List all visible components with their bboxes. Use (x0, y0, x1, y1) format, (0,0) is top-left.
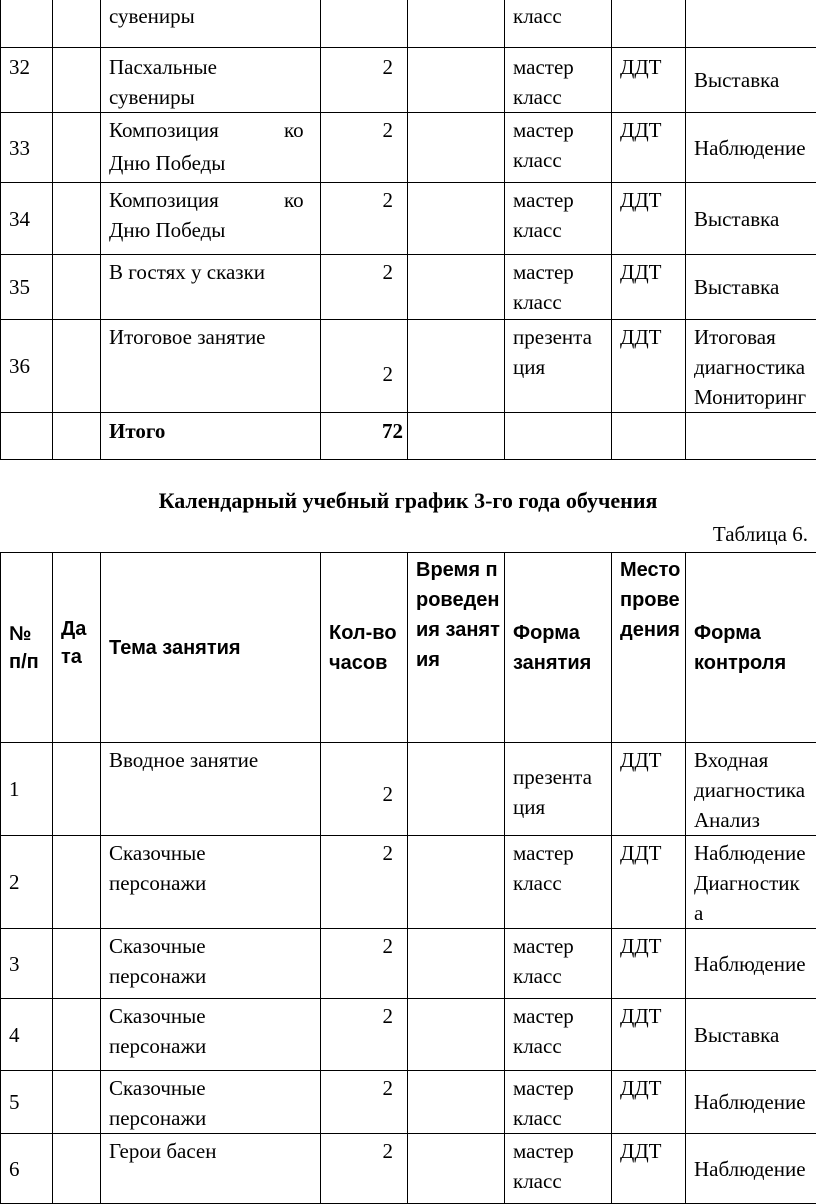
row-control: Наблюдение Диагностик а (686, 836, 816, 929)
row-place: ДДТ (612, 999, 686, 1071)
row-place: ДДТ (612, 1134, 686, 1204)
row-control: Наблюдение (686, 1071, 816, 1134)
row-form: мастер класс (505, 255, 612, 320)
row-hours: 2 (321, 255, 408, 320)
table-row (1, 999, 816, 1071)
table-row (1, 929, 816, 999)
lesson-table-continued (0, 0, 816, 460)
row-date (53, 999, 101, 1071)
row-theme: В гостях у сказки (101, 255, 321, 320)
section-title: Календарный учебный график 3-го года обучения (0, 488, 816, 514)
row-hours: 2 (321, 1071, 408, 1134)
row-time (408, 1134, 505, 1204)
row-time (408, 255, 505, 320)
row-place: ДДТ (612, 320, 686, 413)
row-time (408, 113, 505, 183)
row-theme: Сказочные персонажи (101, 929, 321, 999)
row-control: Выставка (686, 999, 816, 1071)
row-date (53, 836, 101, 929)
table-row (1, 48, 816, 113)
row-hours (321, 0, 408, 48)
header-time: Время проведения занятия (408, 553, 505, 743)
row-place: ДДТ (612, 255, 686, 320)
row-hours: 2 (321, 113, 408, 183)
row-hours: 2 (321, 929, 408, 999)
row-num: 4 (1, 999, 53, 1071)
row-theme: Итоговое занятие (101, 320, 321, 413)
table-row (1, 743, 816, 836)
row-theme: Герои басен (101, 1134, 321, 1204)
lesson-schedule-table (0, 552, 816, 1204)
header-control: Форма контроля (686, 553, 816, 743)
row-time (408, 929, 505, 999)
row-date (53, 255, 101, 320)
row-num (1, 0, 53, 48)
row-form: класс (505, 0, 612, 48)
row-num: 32 (1, 48, 53, 113)
row-theme: Сказочные персонажи (101, 836, 321, 929)
row-hours: 2 (321, 48, 408, 113)
table-row (1, 1071, 816, 1134)
header-hours: Кол-во часов (321, 553, 408, 743)
row-form: мастер класс (505, 836, 612, 929)
table-row (1, 836, 816, 929)
row-date (53, 743, 101, 836)
row-time (408, 183, 505, 255)
row-form: мастер класс (505, 1134, 612, 1204)
table-row (1, 255, 816, 320)
table-row (1, 1134, 816, 1204)
total-label: Итого (101, 413, 321, 460)
table-row (1, 183, 816, 255)
row-control: Выставка (686, 48, 816, 113)
row-place: ДДТ (612, 929, 686, 999)
row-date (53, 0, 101, 48)
row-control: Наблюдение (686, 929, 816, 999)
row-form: мастер класс (505, 183, 612, 255)
total-hours: 72 (321, 413, 408, 460)
table-header-row (1, 553, 816, 743)
row-place (612, 0, 686, 48)
row-hours: 2 (321, 183, 408, 255)
row-time (408, 320, 505, 413)
row-control: Входная диагностика Анализ (686, 743, 816, 836)
row-time (408, 836, 505, 929)
row-hours: 2 (321, 743, 408, 836)
row-time (408, 743, 505, 836)
row-theme: Композиция ко Дню Победы (101, 113, 321, 183)
header-num: № п/п (1, 553, 53, 743)
row-date (53, 183, 101, 255)
row-form: мастер класс (505, 1071, 612, 1134)
table-row (1, 0, 816, 48)
row-num: 1 (1, 743, 53, 836)
row-control: Наблюдение (686, 113, 816, 183)
row-date (53, 113, 101, 183)
header-theme: Тема занятия (101, 553, 321, 743)
row-date (53, 1071, 101, 1134)
total-row (1, 413, 816, 460)
row-form (505, 413, 612, 460)
row-time (408, 48, 505, 113)
row-form: мастер класс (505, 929, 612, 999)
row-place: ДДТ (612, 743, 686, 836)
row-date (53, 320, 101, 413)
row-date (53, 413, 101, 460)
row-theme: Вводное занятие (101, 743, 321, 836)
row-theme: Сказочные персонажи (101, 999, 321, 1071)
row-date (53, 1134, 101, 1204)
row-time (408, 413, 505, 460)
table-label: Таблица 6. (713, 522, 808, 547)
row-place: ДДТ (612, 113, 686, 183)
row-control: Выставка (686, 183, 816, 255)
row-time (408, 999, 505, 1071)
table-row (1, 113, 816, 183)
row-form: презента ция (505, 743, 612, 836)
header-place: Место проведения (612, 553, 686, 743)
row-time (408, 0, 505, 48)
row-date (53, 929, 101, 999)
row-control: Выставка (686, 255, 816, 320)
row-control: Наблюдение (686, 1134, 816, 1204)
row-place (612, 413, 686, 460)
row-form: мастер класс (505, 48, 612, 113)
row-num: 2 (1, 836, 53, 929)
header-form: Форма занятия (505, 553, 612, 743)
row-theme: Пасхальные сувениры (101, 48, 321, 113)
row-hours: 2 (321, 320, 408, 413)
row-num: 3 (1, 929, 53, 999)
row-control (686, 0, 816, 48)
row-theme: Сказочные персонажи (101, 1071, 321, 1134)
row-time (408, 1071, 505, 1134)
row-form: мастер класс (505, 999, 612, 1071)
row-place: ДДТ (612, 183, 686, 255)
row-num: 5 (1, 1071, 53, 1134)
row-num: 33 (1, 113, 53, 183)
row-num: 34 (1, 183, 53, 255)
row-theme: сувениры (101, 0, 321, 48)
row-hours: 2 (321, 836, 408, 929)
row-num: 36 (1, 320, 53, 413)
row-hours: 2 (321, 1134, 408, 1204)
row-place: ДДТ (612, 836, 686, 929)
row-place: ДДТ (612, 1071, 686, 1134)
row-form: презента ция (505, 320, 612, 413)
row-num (1, 413, 53, 460)
row-control: Итоговая диагностика Мониторинг (686, 320, 816, 413)
row-place: ДДТ (612, 48, 686, 113)
row-control (686, 413, 816, 460)
row-theme: Композиция ко Дню Победы (101, 183, 321, 255)
row-form: мастер класс (505, 113, 612, 183)
header-date: Да та (53, 553, 101, 743)
row-num: 35 (1, 255, 53, 320)
row-date (53, 48, 101, 113)
row-num: 6 (1, 1134, 53, 1204)
table-row (1, 320, 816, 413)
row-hours: 2 (321, 999, 408, 1071)
